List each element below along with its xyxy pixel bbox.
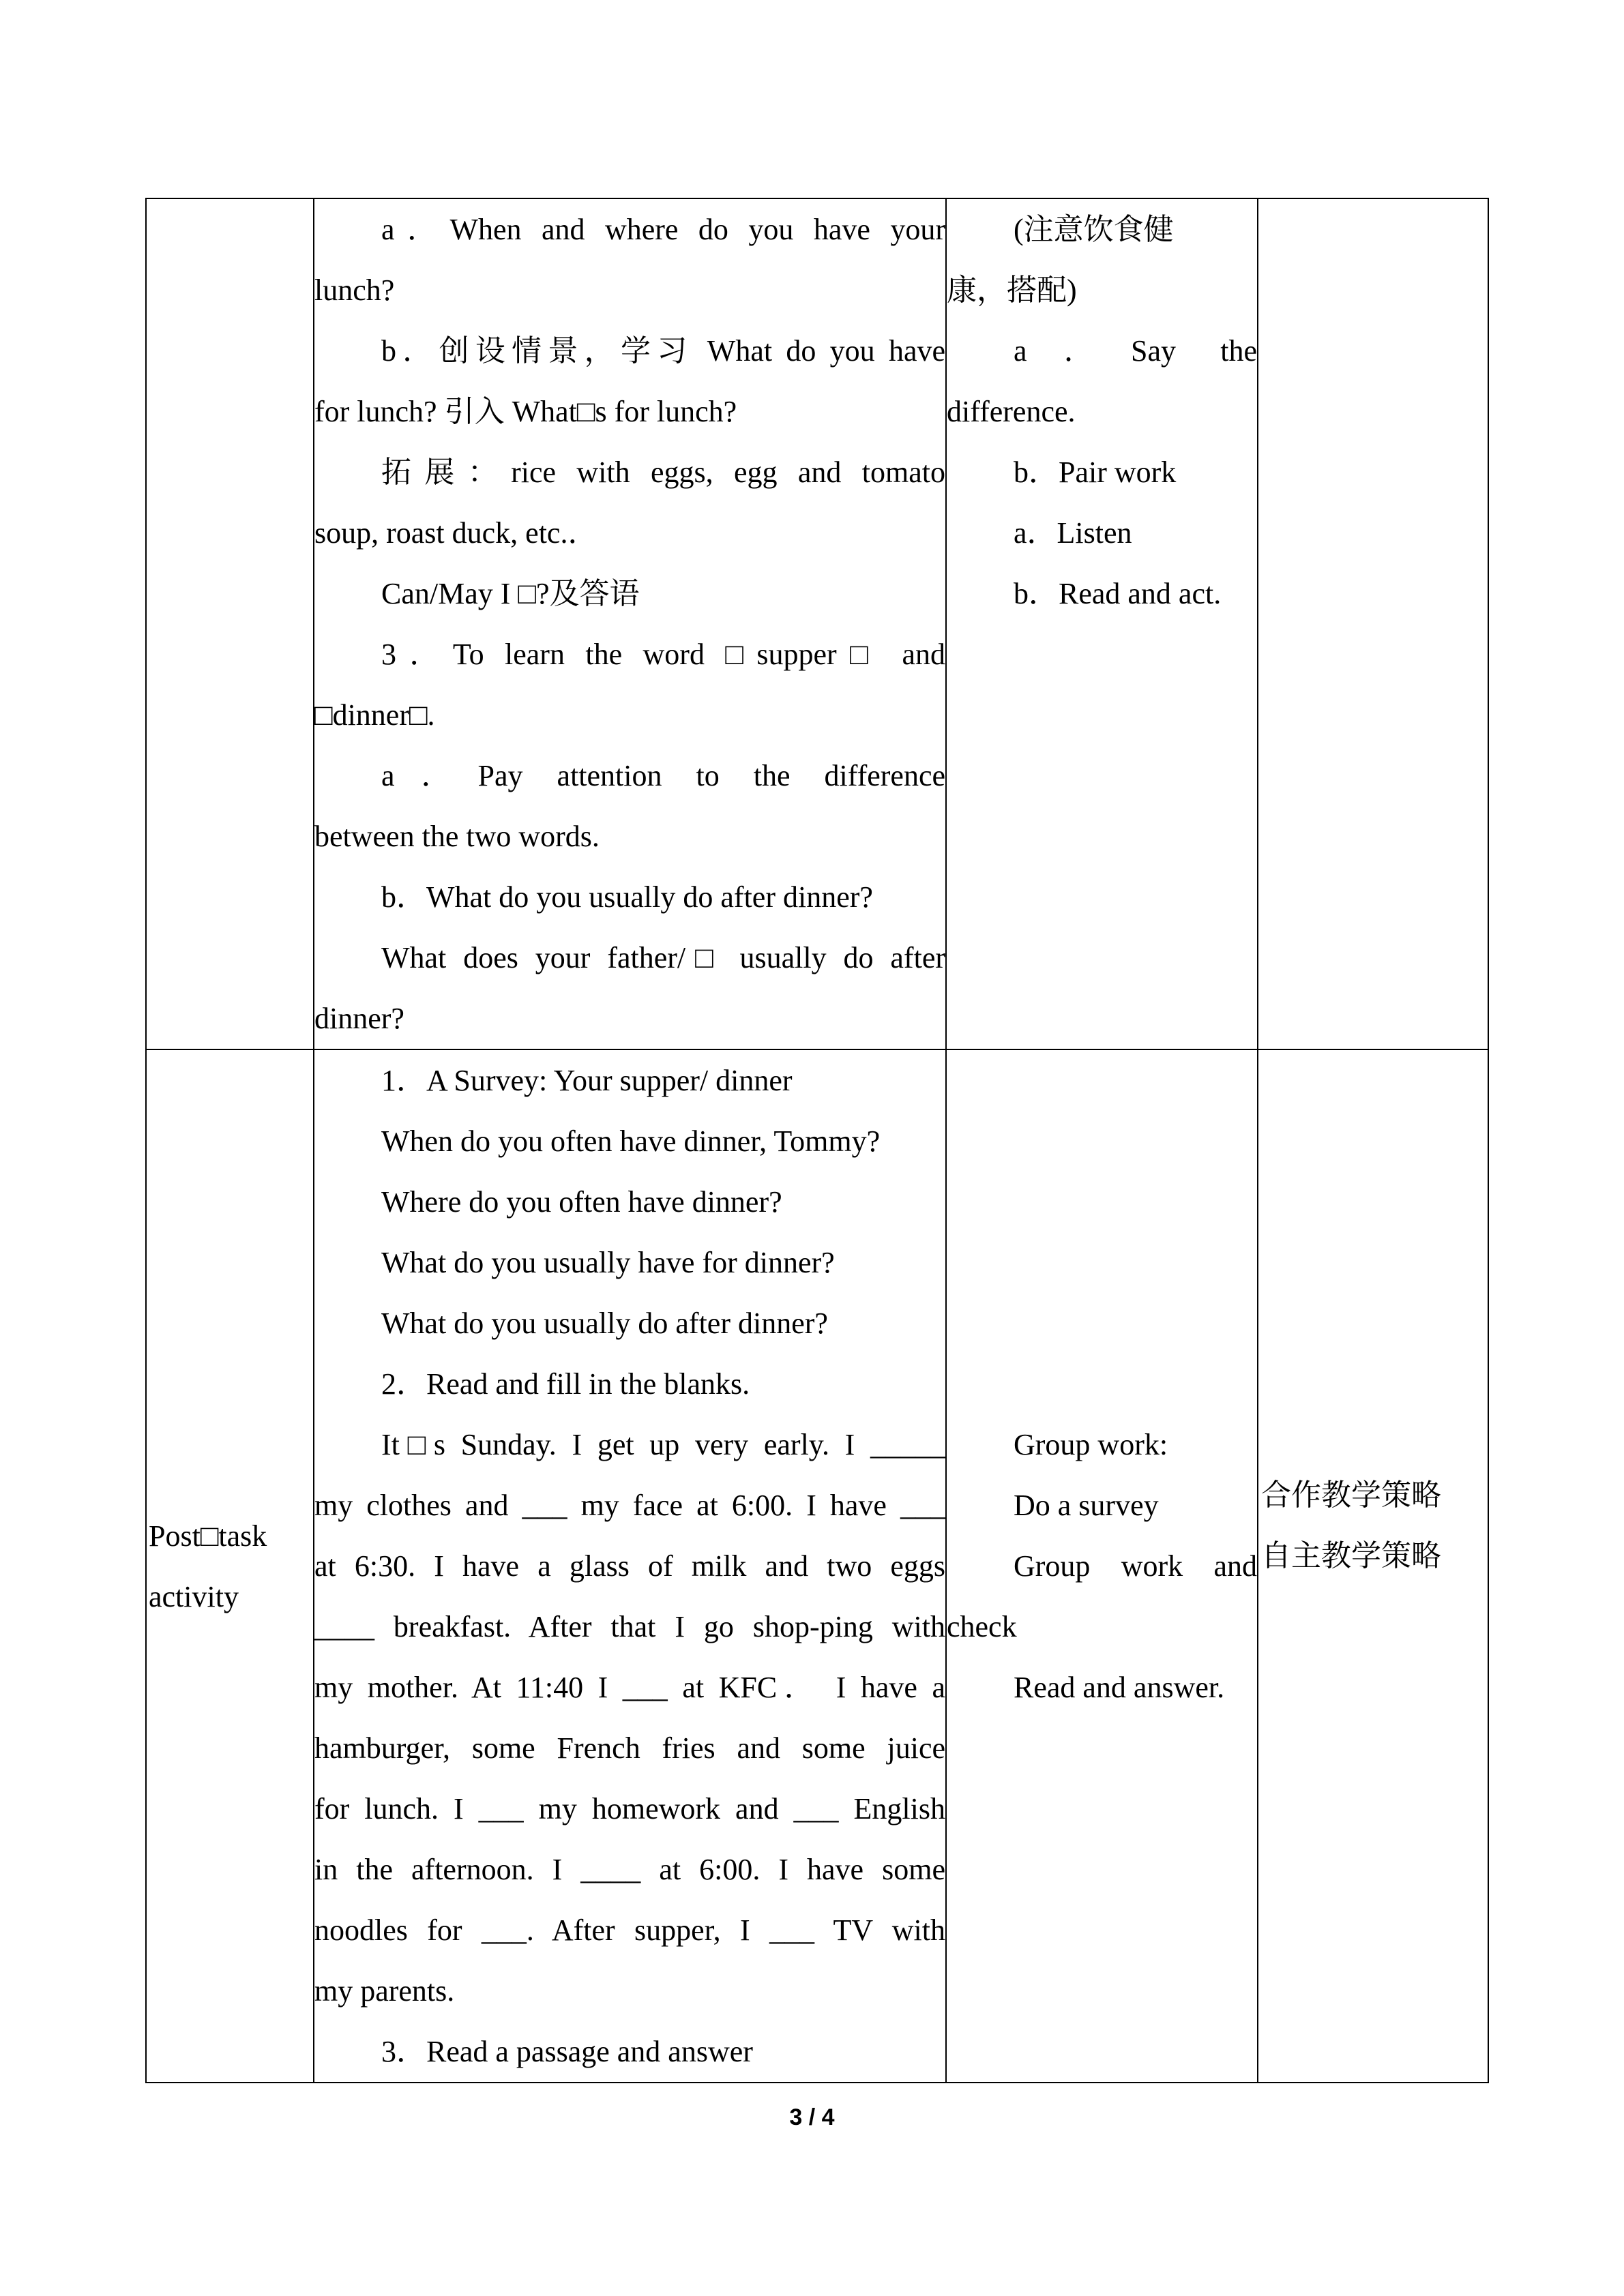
stage-label: Post□task bbox=[149, 1519, 267, 1553]
content-lines bbox=[314, 199, 945, 1049]
text-line: When do you often have dinner, Tommy? bbox=[381, 1124, 881, 1158]
text-line: in the afternoon. I ____ at 6:00. I have some bbox=[314, 1853, 945, 1886]
text-line: 2．Read and fill in the blanks. bbox=[381, 1367, 750, 1401]
strategy-label: 自主教学策略 bbox=[1261, 1538, 1441, 1572]
text-line: at 6:30. I have a glass of milk and two eggs bbox=[314, 1549, 945, 1583]
text-line: Group work: bbox=[1014, 1428, 1168, 1461]
text-line: hamburger, some French fries and some juice bbox=[314, 1731, 945, 1765]
lesson-plan-table bbox=[145, 198, 1489, 2083]
text-line: my mother. At 11:40 I ___ at KFC． I have a bbox=[314, 1671, 945, 1704]
text-line: dinner? bbox=[314, 1002, 404, 1035]
table-row bbox=[146, 198, 1488, 1049]
activity-cell bbox=[946, 1049, 1258, 2083]
activity-lines bbox=[947, 1050, 1257, 1718]
text-line: a．Pay attention to the difference bbox=[381, 759, 945, 792]
text-line: Do a survey bbox=[1014, 1489, 1159, 1522]
text-line: check bbox=[947, 1610, 1017, 1643]
text-line: my parents. bbox=[314, 1974, 455, 2008]
text-line: Where do you often have dinner? bbox=[381, 1185, 782, 1219]
text-line: 1．A Survey: Your supper/ dinner bbox=[381, 1064, 793, 1097]
stage-cell bbox=[146, 198, 314, 1049]
stage-cell bbox=[146, 1049, 314, 2083]
text-line: What do you usually do after dinner? bbox=[381, 1307, 828, 1340]
content-cell bbox=[314, 198, 946, 1049]
strategy-label: 合作教学策略 bbox=[1261, 1478, 1441, 1512]
content-cell bbox=[314, 1049, 946, 2083]
text-line: 拓展：rice with eggs, egg and tomato bbox=[381, 456, 945, 489]
text-line: for lunch. I ___ my homework and ___ English bbox=[314, 1792, 945, 1825]
text-line: soup, roast duck, etc.． bbox=[314, 516, 598, 550]
text-line: difference. bbox=[947, 395, 1076, 428]
strategy-cell bbox=[1258, 198, 1488, 1049]
content-lines bbox=[314, 1050, 945, 2082]
text-line: b．Pair work bbox=[1014, 456, 1177, 489]
text-line: b．What do you usually do after dinner? bbox=[381, 880, 873, 914]
text-line: 3．Read a passage and answer bbox=[381, 2035, 753, 2068]
page-number: 3 / 4 bbox=[789, 2104, 835, 2130]
text-line: b．Read and act. bbox=[1014, 577, 1222, 610]
stage-label: activity bbox=[149, 1579, 239, 1613]
text-line: between the two words. bbox=[314, 820, 600, 853]
text-line: Read and answer. bbox=[1014, 1671, 1225, 1704]
text-line: □dinner□. bbox=[314, 698, 435, 732]
text-line: lunch? bbox=[314, 273, 395, 307]
text-line: What does your father/□ usually do after bbox=[381, 941, 945, 974]
text-line: for lunch? 引入 What□s for lunch? bbox=[314, 395, 737, 428]
text-line: (注意饮食健 bbox=[1014, 213, 1174, 246]
text-line: my clothes and ___ my face at 6:00. I have ___ bbox=[314, 1489, 945, 1522]
text-line: 康，搭配) bbox=[947, 273, 1077, 307]
activity-lines bbox=[947, 199, 1257, 624]
text-line: noodles for ___. After supper, I ___ TV with bbox=[314, 1913, 945, 1947]
text-line: a．Listen bbox=[1014, 516, 1132, 550]
text-line: 3．To learn the word □supper□ and bbox=[381, 638, 945, 671]
text-line: a．Say the bbox=[1014, 334, 1257, 368]
text-line: a．When and where do you have your bbox=[381, 213, 945, 246]
strategy-cell bbox=[1258, 1049, 1488, 2083]
activity-cell bbox=[946, 198, 1258, 1049]
text-line: It□s Sunday. I get up very early. I _____ bbox=[381, 1428, 945, 1461]
text-line: ____ breakfast. After that I go shop-ping with bbox=[314, 1610, 945, 1643]
text-line: Group work and bbox=[1014, 1549, 1257, 1583]
text-line: Can/May I □?及答语 bbox=[381, 577, 640, 610]
text-line: What do you usually have for dinner? bbox=[381, 1246, 835, 1279]
table-row bbox=[146, 1049, 1488, 2083]
text-line: b．创设情景，学习 What do you have bbox=[381, 334, 945, 368]
